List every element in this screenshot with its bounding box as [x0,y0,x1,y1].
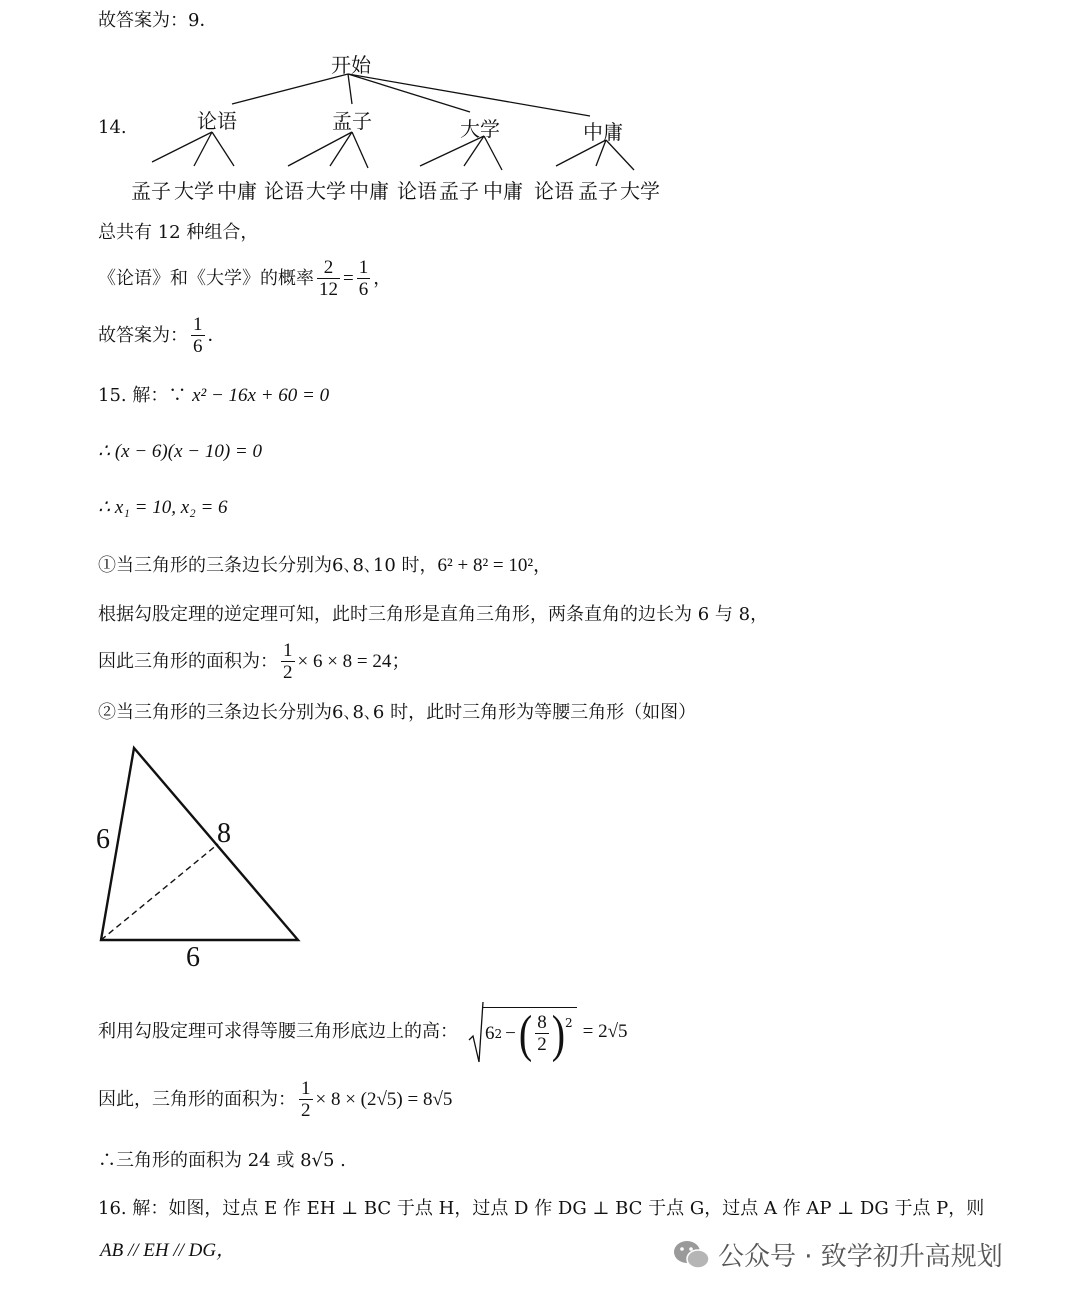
tree-root: 开始 [331,53,371,77]
triangle-label-left: 6 [96,824,110,855]
question-number-14: 14. [98,117,127,138]
triangle-label-right: 8 [217,818,231,849]
fraction-half-2: $\frac{1}{2}$ [301,1078,311,1121]
fraction-8-2: $\frac{8}{2}$ [537,1012,547,1055]
q15-factor: ∴ (x − 6)(x − 10) = 0 [98,441,262,462]
fraction-half: $\frac{1}{2}$ [283,640,293,683]
leaf-3-1: 论语 [397,179,437,203]
answer-14: 故答案为： $\frac{1}{6}$ ． [98,314,226,357]
q15-line1: 15. 解：∵ x² − 16x + 60 = 0 [98,385,330,406]
tree-node-4: 中庸 [583,120,623,144]
leaf-4-1: 论语 [534,179,574,203]
wechat-icon [672,1238,712,1272]
area1-line: 因此三角形的面积为： $\frac{1}{2}$ × 6 × 8 = 24； [98,640,411,683]
tree-node-2: 孟子 [332,109,372,133]
leaf-2-3: 中庸 [349,179,389,203]
leaf-1-1: 孟子 [131,179,171,203]
case2-line: ②当三角形的三条边长分别为6､8､6 时，此时三角形为等腰三角形（如图） [98,702,697,723]
tree-node-1: 论语 [197,109,237,133]
sqrt-expression: 6 2 − ( $\frac{8}{2}$ ) $^2$ [468,1000,577,1064]
leaf-1-2: 大学 [174,179,214,203]
q15-roots: ∴ x₁ = 10, x₂ = 6 [98,497,228,518]
leaf-4-2: 孟子 [578,179,618,203]
q16-line1: 16. 解：如图，过点 E 作 EH ⊥ BC 于点 H，过点 D 作 DG ⊥ BC 于点 G，过点 A 作 AP ⊥ DG 于点 P，则 [98,1198,985,1219]
total-combinations: 总共有 12 种组合， [98,222,259,243]
watermark: 公众号 · 致学初升高规划 [672,1236,1003,1273]
height-line: 利用勾股定理可求得等腰三角形底边上的高： 6 2 − ( $\frac{8}{2}$ ) $^2$ = 2√5 [98,1000,628,1064]
answer-fraction: $\frac{1}{6}$ [193,314,203,357]
leaf-4-3: 大学 [620,179,660,203]
tree-diagram-lines [0,0,1080,200]
isosceles-triangle-figure [90,740,320,980]
fraction-1-6: $\frac{1}{6}$ [358,257,369,300]
q15-conclusion: ∴三角形的面积为 24 或 8√5 . [98,1150,346,1171]
q16-line2: AB // EH // DG， [100,1240,236,1261]
leaf-2-2: 大学 [306,179,346,203]
area2-line: 因此，三角形的面积为： $\frac{1}{2}$ × 8 × (2√5) = 8√5 [98,1078,453,1121]
answer-13: 故答案为：9． [98,10,218,31]
leaf-1-3: 中庸 [217,179,257,203]
radical-sign [468,1000,484,1064]
probability-line: 《论语》和《大学》的概率 $\frac{2}{12}$ = $\frac{1}{6}$ ， [98,257,392,300]
fraction-2-12: $\frac{2}{12}$ [319,257,338,300]
tree-node-3: 大学 [460,117,500,141]
leaf-3-3: 中庸 [483,179,523,203]
leaf-2-1: 论语 [264,179,304,203]
leaf-3-2: 孟子 [439,179,479,203]
case1-reason: 根据勾股定理的逆定理可知，此时三角形是直角三角形，两条直角的边长为 6 与 8， [98,604,769,625]
triangle-label-bottom: 6 [186,942,200,973]
case1-line: ①当三角形的三条边长分别为6､8､10 时，6² + 8² = 10²， [98,555,553,576]
probability-prefix: 《论语》和《大学》的概率 [98,267,314,289]
